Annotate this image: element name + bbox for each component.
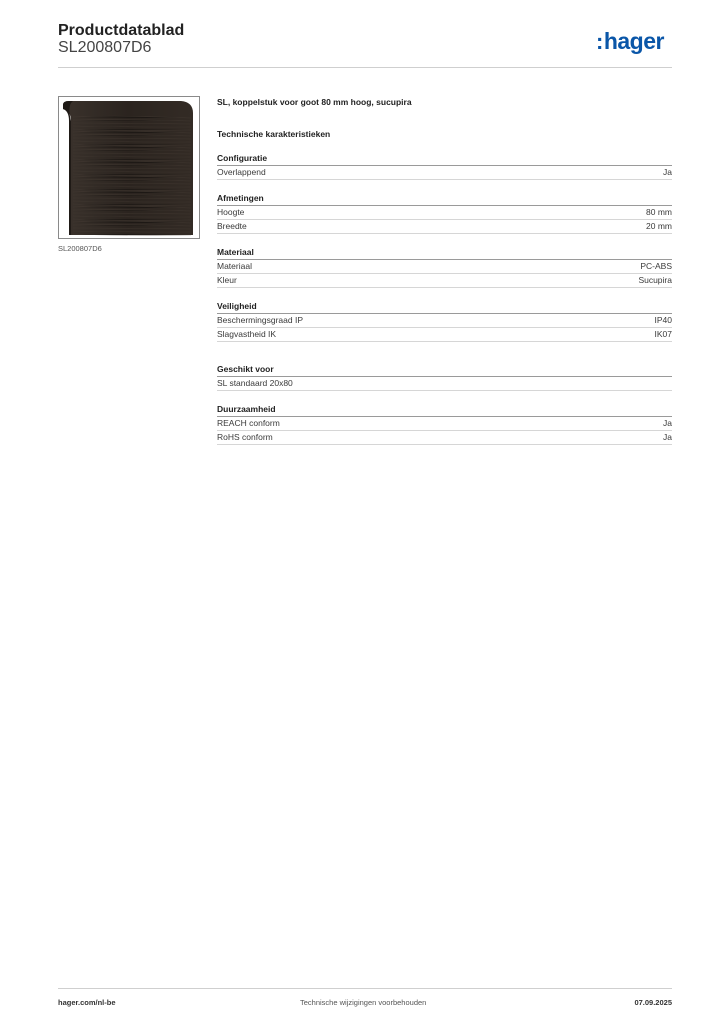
spec-label: Materiaal (217, 261, 252, 271)
section-heading: Afmetingen (217, 193, 672, 206)
spec-section (217, 364, 672, 391)
spec-sections (217, 153, 672, 445)
spec-label: Slagvastheid IK (217, 329, 277, 339)
header-divider (58, 67, 672, 68)
spec-label: SL standaard 20x80 (217, 378, 293, 388)
spec-row (217, 314, 672, 328)
spec-value: Sucupira (638, 275, 672, 285)
spec-value: IK07 (654, 329, 672, 339)
spec-section (217, 404, 672, 445)
spec-row (217, 377, 672, 391)
spec-value: Ja (663, 167, 672, 177)
section-heading: Duurzaamheid (217, 404, 672, 417)
spec-row (217, 274, 672, 288)
hager-logo[interactable] (596, 28, 664, 55)
spec-row (217, 417, 672, 431)
specs-heading: Technische karakteristieken (217, 129, 331, 139)
logo-text: hager (603, 28, 664, 54)
spec-row (217, 220, 672, 234)
spec-value: IP40 (654, 315, 672, 325)
spec-section (217, 153, 672, 180)
spec-label: Overlappend (217, 167, 266, 177)
spec-value: 80 mm (646, 207, 672, 217)
spec-section (217, 301, 672, 342)
section-heading: Materiaal (217, 247, 672, 260)
spec-row (217, 260, 672, 274)
spec-row (217, 431, 672, 445)
footer-divider (58, 988, 672, 989)
spec-value: Ja (663, 432, 672, 442)
logo-colon: : (596, 29, 603, 54)
spec-label: Hoogte (217, 207, 245, 217)
section-heading: Geschikt voor (217, 364, 672, 377)
product-photo (58, 96, 200, 239)
spec-label: Breedte (217, 221, 247, 231)
spec-label: RoHS conform (217, 432, 273, 442)
spec-section (217, 193, 672, 234)
spec-section (217, 247, 672, 288)
footer-notice: Technische wijzigingen voorbehouden (300, 998, 427, 1007)
spec-row (217, 166, 672, 180)
header-title: Productdatablad (58, 22, 185, 39)
spec-label: Beschermingsgraad IP (217, 315, 303, 325)
spec-label: Kleur (217, 275, 237, 285)
section-heading: Configuratie (217, 153, 672, 166)
section-heading: Veiligheid (217, 301, 672, 314)
spec-value: PC-ABS (640, 261, 672, 271)
spec-label: REACH conform (217, 418, 280, 428)
spec-row (217, 206, 672, 220)
product-title: SL, koppelstuk voor goot 80 mm hoog, sucupira (217, 97, 412, 107)
spec-value: Ja (663, 418, 672, 428)
photo-caption: SL200807D6 (58, 244, 102, 253)
product-image (59, 97, 199, 238)
footer-date: 07.09.2025 (634, 998, 672, 1007)
product-code: SL200807D6 (58, 39, 152, 56)
product-specs (217, 96, 672, 445)
spec-row (217, 328, 672, 342)
footer-website[interactable]: hager.com/nl-be (58, 998, 116, 1007)
spec-value: 20 mm (646, 221, 672, 231)
